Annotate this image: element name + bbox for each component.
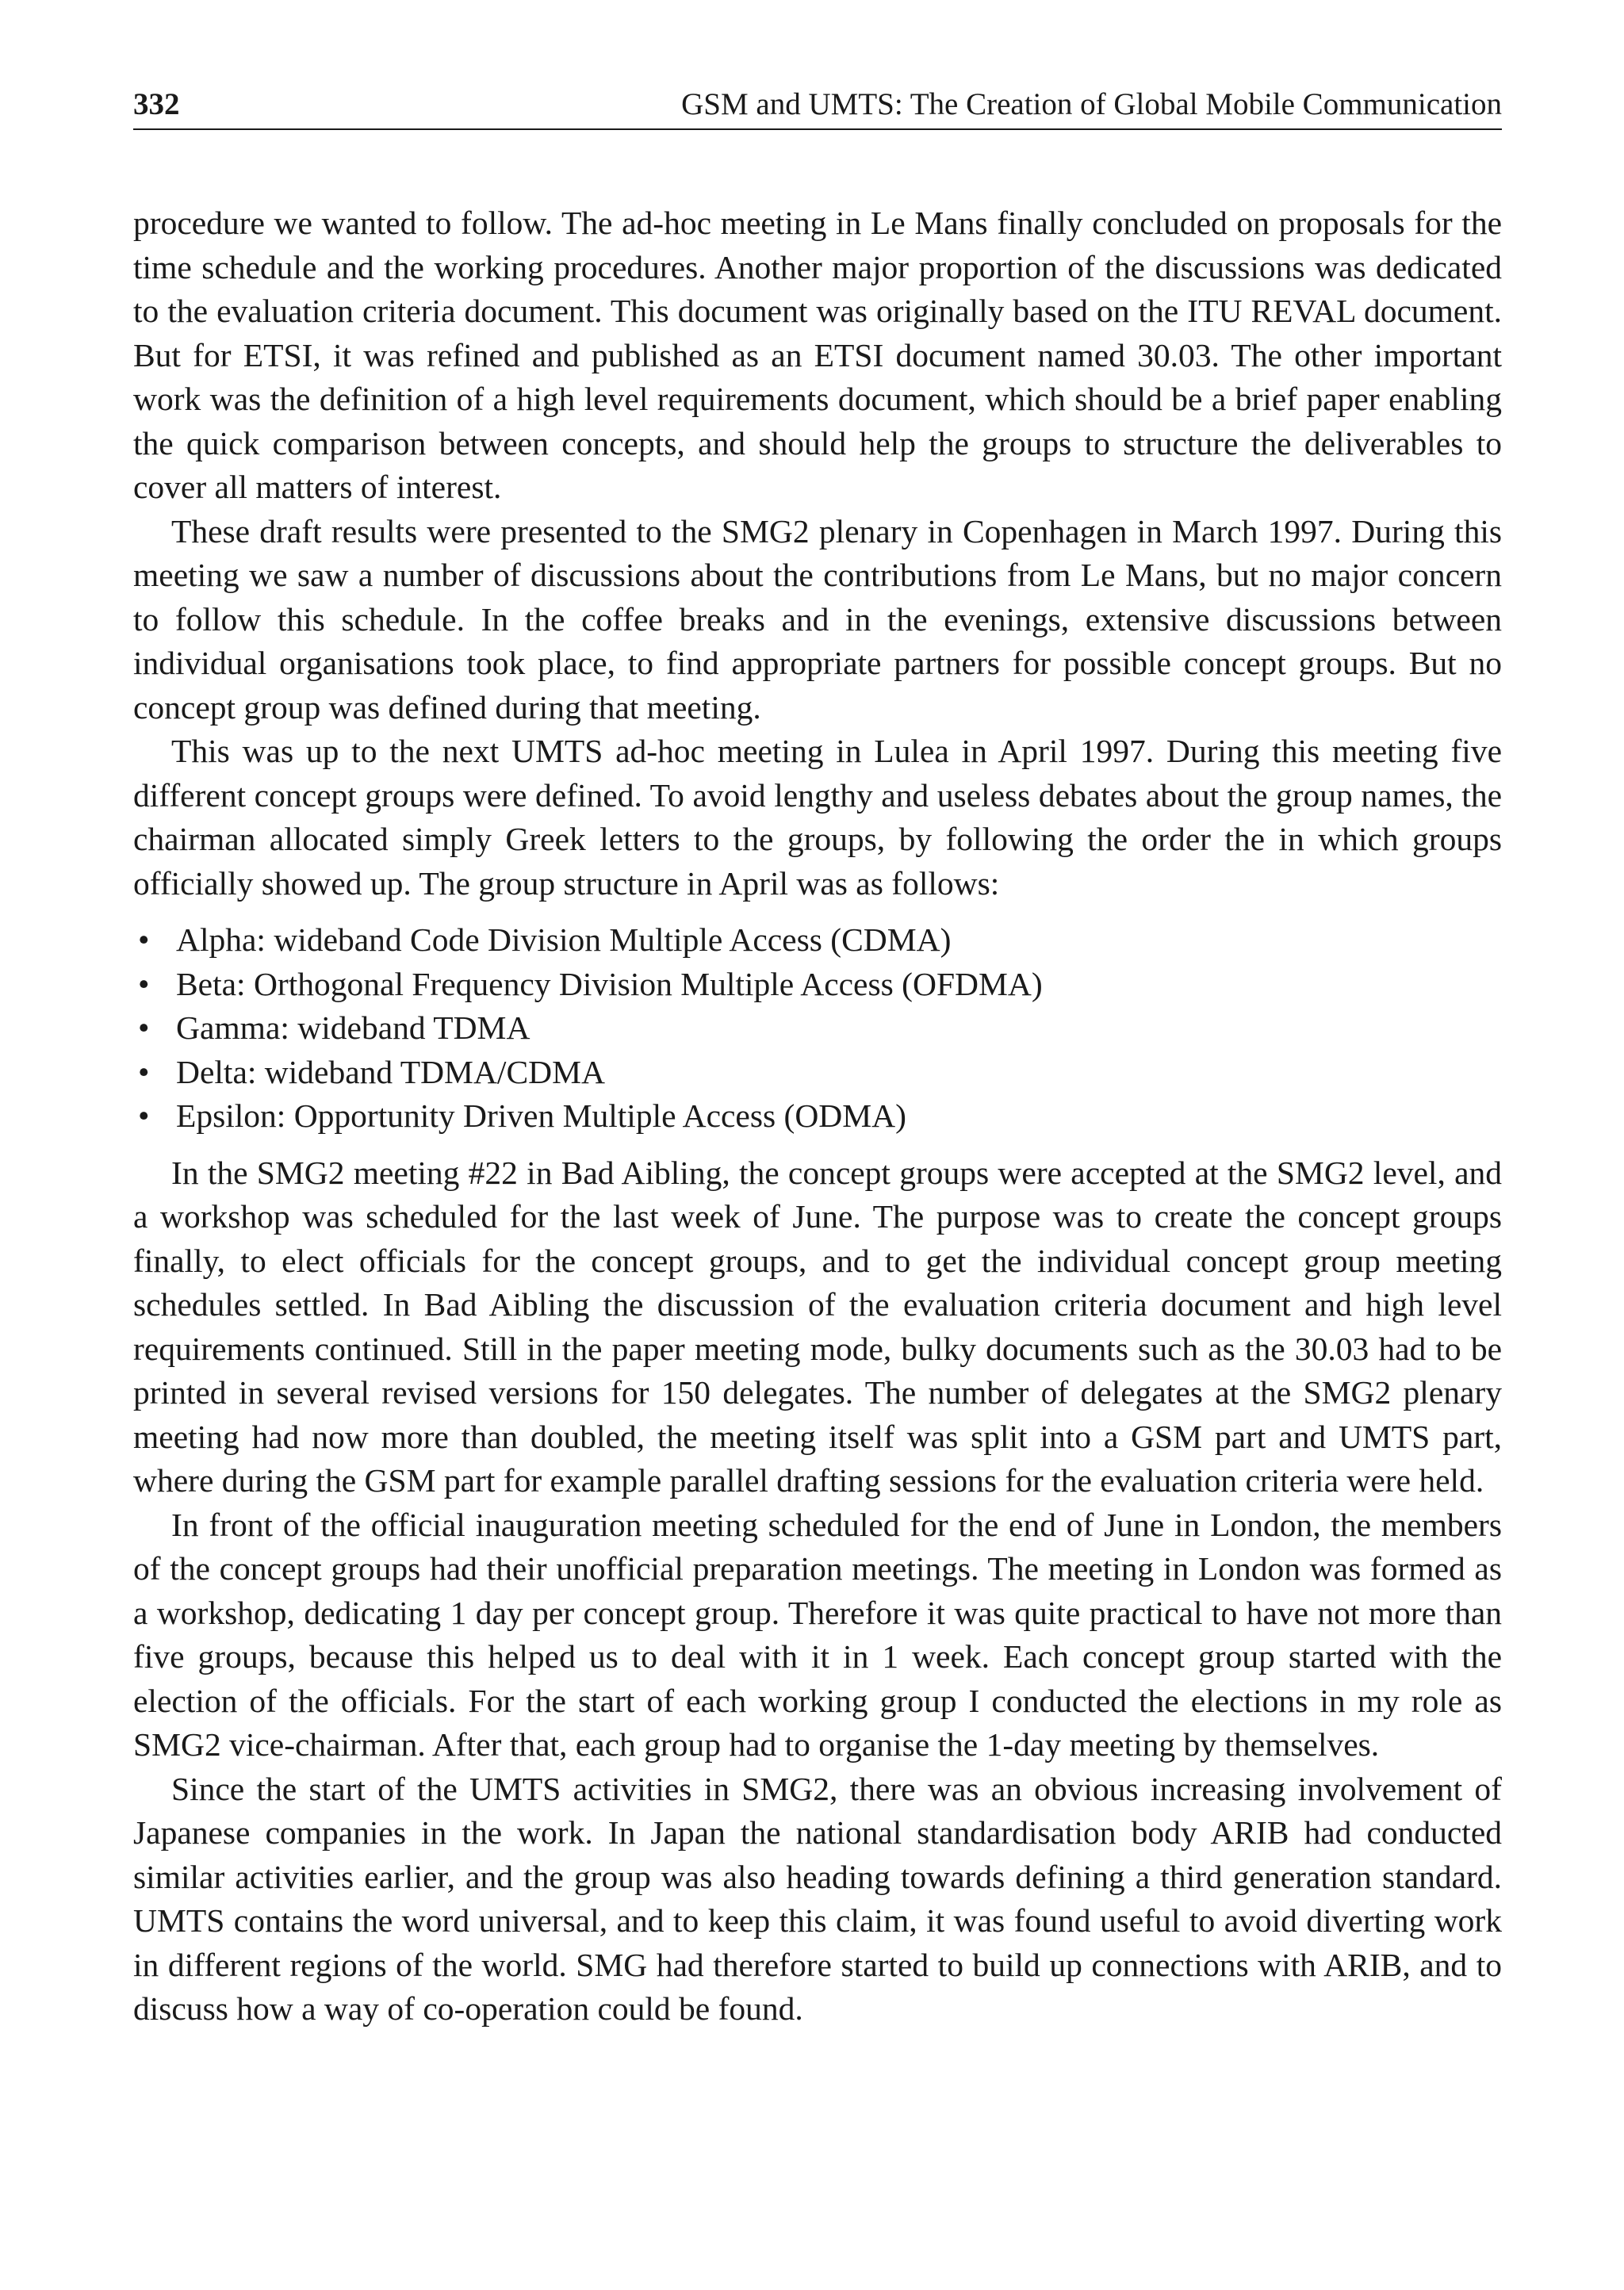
body-text bbox=[133, 201, 1502, 2032]
paragraph: These draft results were presented to the SMG2 plenary in Copenhagen in March 1997. During this meeting we saw a number of discussions about the contributions from Le Mans, but no major concern to follow this schedule. In the coffee breaks and in the evenings, extensive discussions between individual organisations took place, to find appropriate partners for possible concept groups. But no concept group was defined during that meeting. bbox=[133, 512, 1502, 726]
paragraph: Since the start of the UMTS activities in SMG2, there was an obvious increasing involvement of Japanese companies in the work. In Japan the national standardisation body ARIB had conducted similar activities earlier, and the group was also heading towards defining a third generation standard. UMTS contains the word universal, and to keep this claim, it was found useful to avoid diverting work in different regions of the world. SMG had therefore started to build up connections with ARIB, and to discuss how a way of co-operation could be found. bbox=[133, 1770, 1502, 2027]
list-item bbox=[133, 918, 1502, 963]
list-item-text: Delta: wideband TDMA/CDMA bbox=[176, 1053, 605, 1090]
list-item bbox=[133, 963, 1502, 1007]
bullet-icon: • bbox=[138, 1097, 150, 1134]
paragraph: In the SMG2 meeting #22 in Bad Aibling, the concept groups were accepted at the SMG2 level, and a workshop was scheduled for the last week of June. The purpose was to create the concept groups finally, to elect officials for the concept groups, and to get the individual concept group meeting schedules settled. In Bad Aibling the discussion of the evaluation criteria document and high level requirements continued. Still in the paper meeting mode, bulky documents such as the 30.03 had to be printed in several revised versions for 150 delegates. The number of delegates at the SMG2 plenary meeting had now more than doubled, the meeting itself was split into a GSM part and UMTS part, where during the GSM part for example parallel drafting sessions for the evaluation criteria were held. bbox=[133, 1154, 1502, 1499]
paragraph: In front of the official inauguration meeting scheduled for the end of June in London, the members of the concept groups had their unofficial preparation meetings. The meeting in London was formed as a workshop, dedicating 1 day per concept group. Therefore it was quite practical to have not more than five groups, because this helped us to deal with it in 1 week. Each concept group started with the election of the officials. For the start of each working group I conducted the elections in my role as SMG2 vice-chairman. After that, each group had to organise the 1-day meeting by themselves. bbox=[133, 1506, 1502, 1763]
running-title: GSM and UMTS: The Creation of Global Mobile Communication bbox=[681, 87, 1502, 121]
running-head bbox=[133, 81, 1502, 130]
page-number: 332 bbox=[133, 87, 180, 121]
list-item bbox=[133, 1094, 1502, 1139]
concept-group-list bbox=[133, 918, 1502, 1139]
paragraph-continued: procedure we wanted to follow. The ad-hoc meeting in Le Mans finally concluded on proposals for the time schedule and the working procedures. Another major proportion of the discussions was dedicated to the evaluation criteria document. This document was originally based on the ITU REVAL document. But for ETSI, it was refined and published as an ETSI document named 30.03. The other important work was the definition of a high level requirements document, which should be a brief paper enabling the quick comparison between concepts, and should help the groups to structure the deliverables to cover all matters of interest. bbox=[133, 205, 1502, 505]
bullet-icon: • bbox=[138, 921, 150, 958]
bullet-icon: • bbox=[138, 1009, 150, 1046]
paragraph: This was up to the next UMTS ad-hoc meeting in Lulea in April 1997. During this meeting five different concept groups were defined. To avoid lengthy and useless debates about the group names, the chairman allocated simply Greek letters to the groups, by following the order the in which groups officially showed up. The group structure in April was as follows: bbox=[133, 733, 1502, 902]
list-item-text: Beta: Orthogonal Frequency Division Multiple Access (OFDMA) bbox=[176, 965, 1043, 1002]
book-page bbox=[133, 0, 1502, 2290]
list-item-text: Epsilon: Opportunity Driven Multiple Access (ODMA) bbox=[176, 1097, 906, 1134]
list-item-text: Alpha: wideband Code Division Multiple Access (CDMA) bbox=[176, 921, 952, 958]
bullet-icon: • bbox=[138, 1053, 150, 1090]
list-item bbox=[133, 1006, 1502, 1051]
list-item-text: Gamma: wideband TDMA bbox=[176, 1009, 530, 1046]
list-item bbox=[133, 1051, 1502, 1095]
bullet-icon: • bbox=[138, 965, 150, 1002]
